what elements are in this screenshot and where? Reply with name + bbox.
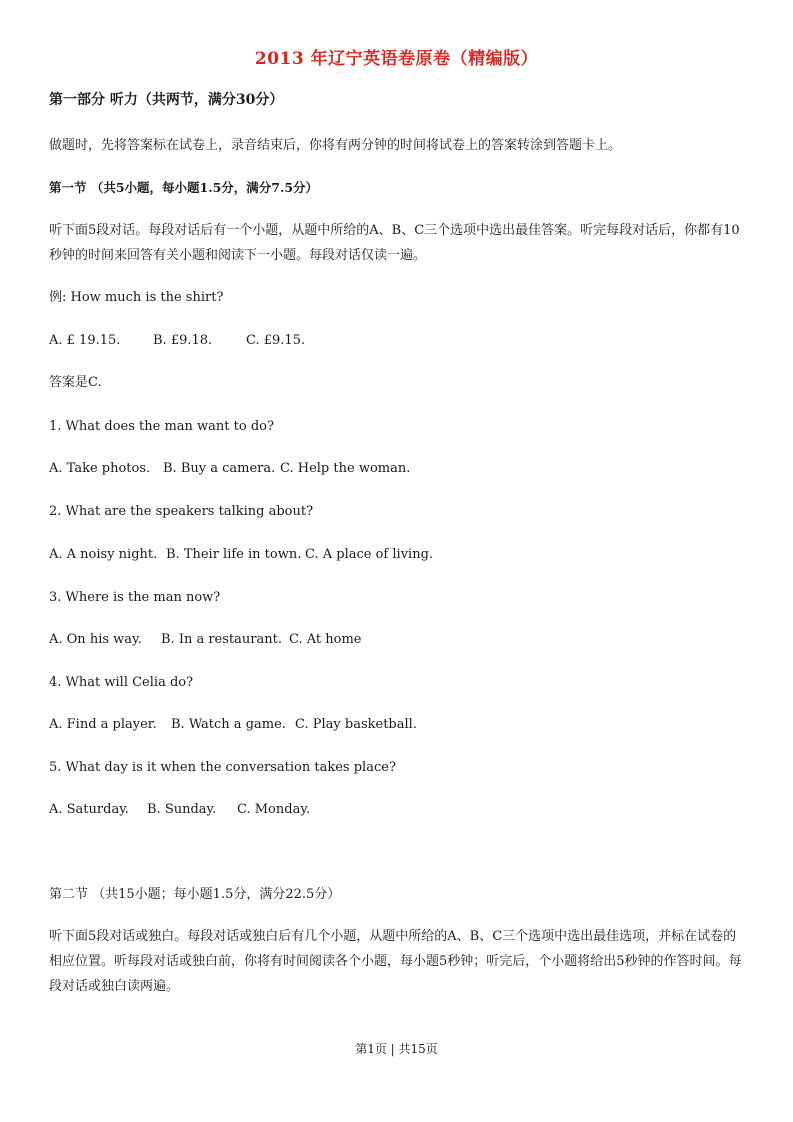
- option-c: C. Monday.: [237, 802, 311, 817]
- option-a: A. A noisy night.: [49, 547, 158, 562]
- option-b: B. Watch a game.: [171, 717, 286, 732]
- general-instructions: 做题时，先将答案标在试卷上，录音结束后，你将有两分钟的时间将试卷上的答案转涂到答题卡上。: [49, 138, 622, 153]
- section1-instructions: 听下面5段对话。每段对话后有一个小题，从题中所给的A、B、C三个选项中选出最佳答案。听完每段对话后，你都有10秒钟的时间来回答有关小题和阅读下一小题。每段对话仅读一遍。: [49, 223, 740, 263]
- option-c: C. Help the woman.: [280, 461, 411, 476]
- option-c: C. Play basketball.: [295, 717, 417, 732]
- option-a: A. Saturday.: [49, 802, 129, 817]
- question-4: 4. What will Celia do?: [49, 675, 194, 690]
- option-b: B. In a restaurant.: [161, 632, 282, 647]
- question-4-options: [49, 713, 749, 737]
- question-5-options: [49, 798, 749, 822]
- part1-heading: 第一部分 听力（共两节，满分30分）: [49, 92, 284, 108]
- option-b: B. £9.18.: [153, 333, 213, 348]
- question-2-options: [49, 543, 749, 567]
- example-question: 例: How much is the shirt?: [49, 290, 224, 305]
- example-options: [49, 329, 749, 353]
- page-footer: 第1页 | 共15页: [355, 1042, 438, 1056]
- question-3: 3. Where is the man now?: [49, 590, 221, 605]
- question-1: 1. What does the man want to do?: [49, 419, 274, 434]
- section1-heading: 第一节 （共5小题，每小题1.5分，满分7.5分）: [49, 180, 319, 195]
- question-1-options: [49, 457, 749, 481]
- option-a: A. Take photos.: [49, 461, 151, 476]
- question-3-options: [49, 628, 749, 652]
- option-c: C. £9.15.: [246, 333, 306, 348]
- option-b: B. Buy a camera.: [163, 461, 276, 476]
- option-a: A. Find a player.: [49, 717, 157, 732]
- question-2: 2. What are the speakers talking about?: [49, 504, 314, 519]
- section2-heading: 第二节 （共15小题；每小题1.5分，满分22.5分）: [49, 887, 341, 902]
- option-a: A. £ 19.15.: [49, 333, 121, 348]
- example-answer: 答案是C.: [49, 375, 102, 390]
- question-5: 5. What day is it when the conversation takes place?: [49, 760, 396, 775]
- option-a: A. On his way.: [49, 632, 142, 647]
- option-c: C. A place of living.: [305, 547, 434, 562]
- document-title: 2013 年辽宁英语卷原卷（精编版）: [254, 49, 539, 69]
- option-c: C. At home: [289, 632, 362, 647]
- section2-instructions: 听下面5段对话或独白。每段对话或独白后有几个小题，从题中所给的A、B、C三个选项中选出最佳选项，并标在试卷的相应位置。听每段对话或独白前，你将有时间阅读各个小题，每小题5秒钟；听完后，个小题将给出5秒钟的作答时间。每段对话或独白读两遍。: [49, 929, 742, 994]
- option-b: B. Their life in town.: [166, 547, 302, 562]
- option-b: B. Sunday.: [147, 802, 217, 817]
